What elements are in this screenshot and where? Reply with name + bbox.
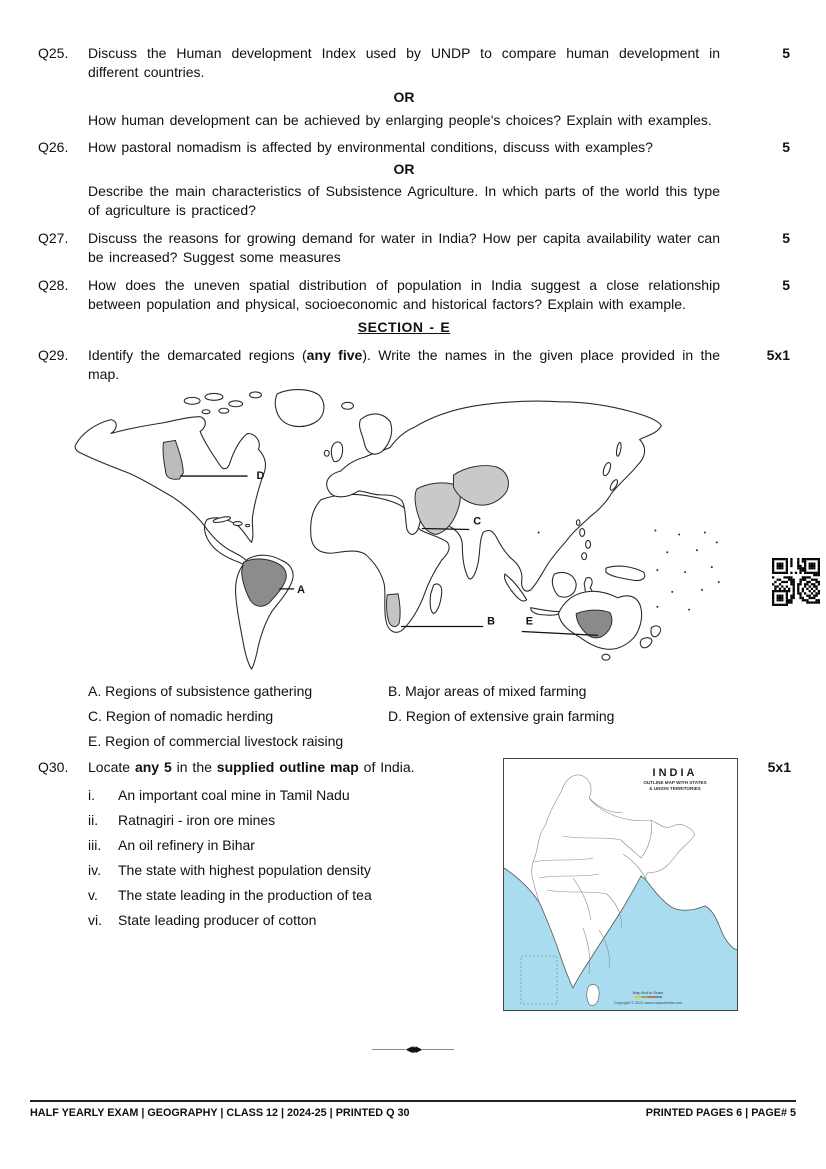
divider-ornament [0,1044,826,1054]
india-map-note1: Map Not to Scale [632,990,664,995]
question-text: Locate any 5 in the supplied outline map of India. [88,759,415,775]
question-number: Q29. [38,347,69,363]
island-madagascar [430,584,442,614]
option-c: C. Region of nomadic herding [88,708,274,724]
bold-supplied-outline-map: supplied outline map [216,759,359,775]
list-item: v. The state leading in the production of tea [88,887,372,903]
question-q26 [38,138,790,157]
india-map-svg [503,758,738,1011]
india-map-title: INDIA [652,767,698,779]
option-e: E. Region of commercial livestock raising [88,733,344,749]
or-label: OR [393,161,415,177]
india-outline-map [503,758,739,1016]
list-item: ii. Ratnagiri - iron ore mines [88,812,276,828]
diamond-ornament-icon: ◀◆▶ [405,1044,421,1054]
bold-any-5: any 5 [134,759,172,775]
q25-alternative [38,111,790,130]
question-number: Q27. [38,230,69,246]
page-footer [30,1100,796,1119]
question-text: How pastoral nomadism is affected by environmental conditions, discuss with examples? [88,139,653,155]
region-b-namibia [387,594,401,627]
question-number: Q28. [38,277,69,293]
map-label-b: B [487,615,495,628]
india-map-note2: Copyright © 2021 www.mapsofindia.com [613,1001,683,1005]
option-d: D. Region of extensive grain farming [388,708,615,724]
india-map-subtitle2: & UNION TERRITORIES [649,786,701,791]
q26-or-row [38,160,790,179]
map-label-c: C [473,515,482,528]
question-text: Identify the demarcated regions (any five). Write the names in the given place provided in the map. [88,347,720,382]
list-item: i. An important coal mine in Tamil Nadu [88,787,350,803]
qr-code-svg [772,558,820,606]
question-text: How human development can be achieved by enlarging people's choices? Explain with examples. [88,112,712,128]
q29-options [88,682,720,751]
q30-item-list [88,786,503,930]
question-text: Describe the main characteristics of Subsistence Agriculture. In which parts of the world this type of agriculture is practiced? [88,183,720,218]
island-iceland [342,402,354,409]
world-outline-map [60,384,745,676]
question-q29 [38,346,790,384]
island-tasmania [602,654,610,660]
option-a: A. Regions of subsistence gathering [88,683,313,699]
map-label-d: D [256,470,265,483]
option-b: B. Major areas of mixed farming [388,683,587,699]
world-map-svg [60,384,745,676]
list-item: vi. State leading producer of cotton [88,912,317,928]
question-number: Q26. [38,139,69,155]
island-new-guinea [606,566,645,580]
question-number: Q30. [38,759,69,775]
question-number: Q25. [38,45,69,61]
q25-or-row [38,88,790,107]
section-e-heading-row [38,318,790,337]
q26-alternative [38,182,790,220]
question-text: How does the uneven spatial distribution of population in India suggest a close relationship between population and physical, socioeconomic and historical factors? Explain with example. [88,277,720,312]
marks-value: 5x1 [766,347,790,363]
map-label-e: E [525,615,533,628]
footer-left-text: HALF YEARLY EXAM | GEOGRAPHY | CLASS 12 | 2024-25 | PRINTED Q 30 [30,1107,410,1119]
question-q27 [38,229,790,267]
footer-right-text: PRINTED PAGES 6 | PAGE# 5 [645,1107,796,1119]
marks-value: 5 [782,139,790,155]
list-item: iii. An oil refinery in Bihar [88,837,255,853]
map-label-a: A [297,583,305,596]
india-map-subtitle1: OUTLINE MAP WITH STATES [643,780,707,785]
bold-any-five: any five [306,347,363,363]
section-title: SECTION - E [357,319,451,335]
question-q30 [38,758,790,1016]
question-q28 [38,276,790,314]
island-greenland [275,390,324,427]
marks-value: 5x1 [767,759,791,775]
marks-value: 5 [782,230,790,246]
island-new-zealand [651,626,661,637]
list-item: iv. The state with highest population density [88,862,371,878]
island-sri-lanka [587,984,599,1005]
marks-value: 5 [782,277,790,293]
question-q25 [38,44,790,82]
qr-code [772,558,820,608]
or-label: OR [393,89,415,105]
scale-bar [634,996,662,998]
divider-line-right [421,1049,454,1050]
marks-value: 5 [782,45,790,61]
continent-north-america [75,417,265,565]
island-britain [331,442,342,462]
question-text: Discuss the Human development Index used by UNDP to compare human development in different countries. [88,45,720,80]
page-content [38,44,790,1016]
divider-line-left [372,1049,405,1050]
question-text: Discuss the reasons for growing demand for water in India? How per capita availability water can be increased? Suggest some measures [88,230,720,265]
region-scandinavia [360,414,392,454]
